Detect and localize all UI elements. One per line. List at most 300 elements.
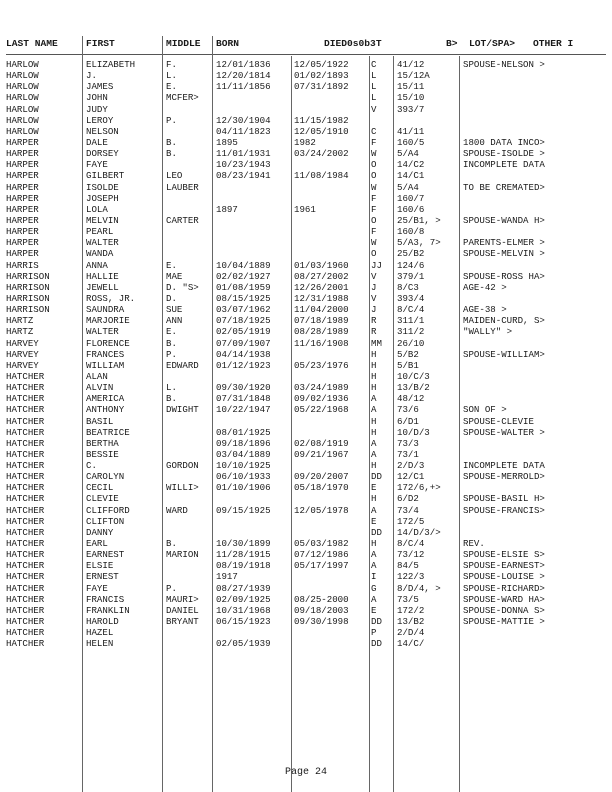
table-row bbox=[0, 471, 612, 482]
section-cell: E bbox=[371, 515, 377, 527]
lot-space-cell: 5/A4 bbox=[397, 148, 419, 160]
first-name-cell: FAYE bbox=[86, 159, 108, 171]
first-name-cell: BEATRICE bbox=[86, 426, 130, 438]
middle-name-cell: MCFER> bbox=[166, 92, 199, 104]
first-name-cell: WILLIAM bbox=[86, 359, 125, 371]
born-date-cell: 09/15/1925 bbox=[216, 504, 271, 516]
other-info-cell: TO BE CREMATED> bbox=[463, 181, 545, 193]
first-name-cell: MELVIN bbox=[86, 214, 119, 226]
middle-name-cell: BRYANT bbox=[166, 616, 199, 628]
section-cell: J bbox=[371, 304, 377, 316]
died-date-cell: 09/18/2003 bbox=[294, 604, 349, 616]
other-info-cell: SPOUSE-MATTIE > bbox=[463, 616, 545, 628]
section-cell: DD bbox=[371, 471, 382, 483]
first-name-cell: DANNY bbox=[86, 526, 114, 538]
table-row bbox=[0, 360, 612, 371]
header-last-name: LAST NAME bbox=[6, 38, 58, 49]
lot-space-cell: 73/12 bbox=[397, 549, 425, 561]
table-row bbox=[0, 170, 612, 181]
table-row bbox=[0, 59, 612, 70]
table-row bbox=[0, 293, 612, 304]
lot-space-cell: 6/D1 bbox=[397, 415, 419, 427]
born-date-cell: 09/18/1896 bbox=[216, 437, 271, 449]
born-date-cell: 11/11/1856 bbox=[216, 81, 271, 93]
last-name-cell: HATCHER bbox=[6, 393, 45, 405]
section-cell: C bbox=[371, 59, 377, 70]
section-cell: G bbox=[371, 582, 377, 594]
section-cell: F bbox=[371, 203, 377, 215]
last-name-cell: HARPER bbox=[6, 136, 39, 148]
section-cell: E bbox=[371, 604, 377, 616]
page-number: Page 24 bbox=[284, 767, 327, 778]
last-name-cell: HARLOW bbox=[6, 114, 39, 126]
first-name-cell: JUDY bbox=[86, 103, 108, 115]
table-row bbox=[0, 92, 612, 103]
first-name-cell: FRANCIS bbox=[86, 593, 125, 605]
died-date-cell: 09/20/2007 bbox=[294, 471, 349, 483]
last-name-cell: HATCHER bbox=[6, 504, 45, 516]
section-cell: R bbox=[371, 326, 377, 338]
table-row bbox=[0, 427, 612, 438]
lot-space-cell: 13/B2 bbox=[397, 616, 425, 628]
born-date-cell: 04/11/1823 bbox=[216, 125, 271, 137]
middle-name-cell: ANN bbox=[166, 315, 183, 327]
middle-name-cell: B. bbox=[166, 393, 177, 405]
first-name-cell: WANDA bbox=[86, 248, 114, 260]
table-row bbox=[0, 226, 612, 237]
born-date-cell: 02/05/1919 bbox=[216, 326, 271, 338]
first-name-cell: ALAN bbox=[86, 370, 108, 382]
first-name-cell: HELEN bbox=[86, 638, 114, 650]
lot-space-cell: 6/D2 bbox=[397, 493, 419, 505]
table-row bbox=[0, 237, 612, 248]
last-name-cell: HARPER bbox=[6, 192, 39, 204]
last-name-cell: HATCHER bbox=[6, 593, 45, 605]
born-date-cell: 03/04/1889 bbox=[216, 448, 271, 460]
born-date-cell: 08/19/1918 bbox=[216, 560, 271, 572]
born-date-cell: 1897 bbox=[216, 203, 238, 215]
other-info-cell: SON OF > bbox=[463, 404, 507, 416]
last-name-cell: HATCHER bbox=[6, 448, 45, 460]
header-born: BORN bbox=[216, 38, 240, 49]
lot-space-cell: 393/7 bbox=[397, 103, 425, 115]
first-name-cell: ALVIN bbox=[86, 382, 114, 394]
last-name-cell: HARTZ bbox=[6, 315, 34, 327]
middle-name-cell: DANIEL bbox=[166, 604, 199, 616]
lot-space-cell: 5/B2 bbox=[397, 348, 419, 360]
born-date-cell: 04/14/1938 bbox=[216, 348, 271, 360]
born-date-cell: 07/18/1925 bbox=[216, 315, 271, 327]
middle-name-cell: L. bbox=[166, 70, 177, 82]
first-name-cell: CLEVIE bbox=[86, 493, 119, 505]
lot-space-cell: 2/D/4 bbox=[397, 627, 425, 639]
other-info-cell: SPOUSE-DONNA S> bbox=[463, 604, 545, 616]
middle-name-cell: D. bbox=[166, 292, 177, 304]
first-name-cell: FAYE bbox=[86, 582, 108, 594]
middle-name-cell: CARTER bbox=[166, 214, 199, 226]
last-name-cell: HARLOW bbox=[6, 81, 39, 93]
died-date-cell: 11/08/1984 bbox=[294, 170, 349, 182]
lot-space-cell: 25/B1, > bbox=[397, 214, 441, 226]
first-name-cell: FRANCES bbox=[86, 348, 125, 360]
section-cell: A bbox=[371, 504, 377, 516]
died-date-cell: 08/28/1989 bbox=[294, 326, 349, 338]
last-name-cell: HATCHER bbox=[6, 549, 45, 561]
last-name-cell: HARLOW bbox=[6, 59, 39, 70]
first-name-cell: CAROLYN bbox=[86, 471, 125, 483]
other-info-cell: SPOUSE-WALTER > bbox=[463, 426, 545, 438]
table-row bbox=[0, 81, 612, 92]
last-name-cell: HARPER bbox=[6, 214, 39, 226]
died-date-cell: 05/22/1968 bbox=[294, 404, 349, 416]
section-cell: H bbox=[371, 538, 377, 550]
section-cell: A bbox=[371, 437, 377, 449]
lot-space-cell: 172/2 bbox=[397, 604, 425, 616]
other-info-cell: SPOUSE-MERROLD> bbox=[463, 471, 545, 483]
middle-name-cell: P. bbox=[166, 582, 177, 594]
died-date-cell: 09/02/1936 bbox=[294, 393, 349, 405]
last-name-cell: HATCHER bbox=[6, 616, 45, 628]
other-info-cell: SPOUSE-LOUISE > bbox=[463, 571, 545, 583]
born-date-cell: 11/28/1915 bbox=[216, 549, 271, 561]
lot-space-cell: 311/1 bbox=[397, 315, 425, 327]
other-info-cell: SPOUSE-RICHARD> bbox=[463, 582, 545, 594]
middle-name-cell: GORDON bbox=[166, 460, 199, 472]
died-date-cell: 12/05/1978 bbox=[294, 504, 349, 516]
born-date-cell: 10/04/1889 bbox=[216, 259, 271, 271]
last-name-cell: HARPER bbox=[6, 181, 39, 193]
section-cell: DD bbox=[371, 526, 382, 538]
other-info-cell: AGE-38 > bbox=[463, 304, 507, 316]
first-name-cell: ELSIE bbox=[86, 560, 114, 572]
other-info-cell: SPOUSE-MELVIN > bbox=[463, 248, 545, 260]
last-name-cell: HATCHER bbox=[6, 370, 45, 382]
died-date-cell: 08/25-2000 bbox=[294, 593, 349, 605]
lot-space-cell: 10/D/3 bbox=[397, 426, 430, 438]
died-date-cell: 05/18/1970 bbox=[294, 482, 349, 494]
table-row bbox=[0, 449, 612, 460]
middle-name-cell: B. bbox=[166, 538, 177, 550]
table-row bbox=[0, 516, 612, 527]
died-date-cell: 01/02/1893 bbox=[294, 70, 349, 82]
header-first: FIRST bbox=[86, 38, 115, 49]
died-date-cell: 03/24/2002 bbox=[294, 148, 349, 160]
table-row bbox=[0, 282, 612, 293]
middle-name-cell: P. bbox=[166, 114, 177, 126]
middle-name-cell: E. bbox=[166, 81, 177, 93]
first-name-cell: CECIL bbox=[86, 482, 114, 494]
last-name-cell: HATCHER bbox=[6, 471, 45, 483]
table-row bbox=[0, 271, 612, 282]
section-cell: H bbox=[371, 426, 377, 438]
section-cell: A bbox=[371, 560, 377, 572]
lot-space-cell: 5/B1 bbox=[397, 359, 419, 371]
lot-space-cell: 15/11 bbox=[397, 81, 425, 93]
section-cell: DD bbox=[371, 616, 382, 628]
other-info-cell: SPOUSE-EARNEST> bbox=[463, 560, 545, 572]
first-name-cell: HAZEL bbox=[86, 627, 114, 639]
lot-space-cell: 15/10 bbox=[397, 92, 425, 104]
lot-space-cell: 12/C1 bbox=[397, 471, 425, 483]
lot-space-cell: 73/5 bbox=[397, 593, 419, 605]
last-name-cell: HATCHER bbox=[6, 482, 45, 494]
died-date-cell: 05/23/1976 bbox=[294, 359, 349, 371]
died-date-cell: 11/04/2000 bbox=[294, 304, 349, 316]
lot-space-cell: 84/5 bbox=[397, 560, 419, 572]
table-row bbox=[0, 538, 612, 549]
last-name-cell: HARLOW bbox=[6, 70, 39, 82]
lot-space-cell: 124/6 bbox=[397, 259, 425, 271]
section-cell: W bbox=[371, 181, 377, 193]
header-lot: LOT/SPA> bbox=[469, 38, 516, 49]
last-name-cell: HARPER bbox=[6, 148, 39, 160]
last-name-cell: HATCHER bbox=[6, 415, 45, 427]
born-date-cell: 02/09/1925 bbox=[216, 593, 271, 605]
lot-space-cell: 5/A3, 7> bbox=[397, 237, 441, 249]
born-date-cell: 07/31/1848 bbox=[216, 393, 271, 405]
middle-name-cell: E. bbox=[166, 326, 177, 338]
table-row bbox=[0, 583, 612, 594]
lot-space-cell: 5/A4 bbox=[397, 181, 419, 193]
born-date-cell: 06/10/1933 bbox=[216, 471, 271, 483]
born-date-cell: 06/15/1923 bbox=[216, 616, 271, 628]
born-date-cell: 11/01/1931 bbox=[216, 148, 271, 160]
last-name-cell: HATCHER bbox=[6, 460, 45, 472]
first-name-cell: ISOLDE bbox=[86, 181, 119, 193]
table-row bbox=[0, 382, 612, 393]
last-name-cell: HATCHER bbox=[6, 426, 45, 438]
born-date-cell: 10/31/1968 bbox=[216, 604, 271, 616]
first-name-cell: NELSON bbox=[86, 125, 119, 137]
table-row bbox=[0, 182, 612, 193]
section-cell: H bbox=[371, 415, 377, 427]
born-date-cell: 12/20/1814 bbox=[216, 70, 271, 82]
born-date-cell: 12/01/1836 bbox=[216, 59, 271, 70]
section-cell: A bbox=[371, 393, 377, 405]
lot-space-cell: 172/5 bbox=[397, 515, 425, 527]
first-name-cell: C. bbox=[86, 460, 97, 472]
table-row bbox=[0, 416, 612, 427]
middle-name-cell: DWIGHT bbox=[166, 404, 199, 416]
last-name-cell: HATCHER bbox=[6, 404, 45, 416]
last-name-cell: HARPER bbox=[6, 170, 39, 182]
section-cell: L bbox=[371, 70, 377, 82]
section-cell: W bbox=[371, 237, 377, 249]
table-row bbox=[0, 159, 612, 170]
other-info-cell: SPOUSE-FRANCIS> bbox=[463, 504, 545, 516]
last-name-cell: HARVEY bbox=[6, 337, 39, 349]
section-cell: F bbox=[371, 136, 377, 148]
last-name-cell: HARLOW bbox=[6, 103, 39, 115]
table-row bbox=[0, 438, 612, 449]
died-date-cell: 03/24/1989 bbox=[294, 382, 349, 394]
section-cell: DD bbox=[371, 638, 382, 650]
born-date-cell: 03/07/1962 bbox=[216, 304, 271, 316]
header-rule bbox=[6, 54, 606, 55]
last-name-cell: HATCHER bbox=[6, 515, 45, 527]
lot-space-cell: 160/5 bbox=[397, 136, 425, 148]
lot-space-cell: 8/C/4 bbox=[397, 538, 425, 550]
table-row bbox=[0, 605, 612, 616]
first-name-cell: ANNA bbox=[86, 259, 108, 271]
died-date-cell: 07/12/1986 bbox=[294, 549, 349, 561]
last-name-cell: HATCHER bbox=[6, 627, 45, 639]
last-name-cell: HATCHER bbox=[6, 571, 45, 583]
table-row bbox=[0, 627, 612, 638]
section-cell: O bbox=[371, 248, 377, 260]
born-date-cell: 02/05/1939 bbox=[216, 638, 271, 650]
first-name-cell: SAUNDRA bbox=[86, 304, 125, 316]
lot-space-cell: 8/C3 bbox=[397, 281, 419, 293]
table-row bbox=[0, 371, 612, 382]
table-row bbox=[0, 460, 612, 471]
first-name-cell: JOSEPH bbox=[86, 192, 119, 204]
died-date-cell: 12/05/1922 bbox=[294, 59, 349, 70]
middle-name-cell: P. bbox=[166, 348, 177, 360]
lot-space-cell: 122/3 bbox=[397, 571, 425, 583]
other-info-cell: SPOUSE-WANDA H> bbox=[463, 214, 545, 226]
section-cell: L bbox=[371, 92, 377, 104]
first-name-cell: WALTER bbox=[86, 326, 119, 338]
section-cell: H bbox=[371, 460, 377, 472]
first-name-cell: WALTER bbox=[86, 237, 119, 249]
table-row bbox=[0, 594, 612, 605]
first-name-cell: EARNEST bbox=[86, 549, 125, 561]
section-cell: A bbox=[371, 549, 377, 561]
died-date-cell: 11/15/1982 bbox=[294, 114, 349, 126]
lot-space-cell: 2/D/3 bbox=[397, 460, 425, 472]
record-list bbox=[0, 59, 612, 649]
table-row bbox=[0, 326, 612, 337]
first-name-cell: JEWELL bbox=[86, 281, 119, 293]
section-cell: A bbox=[371, 593, 377, 605]
other-info-cell: "WALLY" > bbox=[463, 326, 513, 338]
last-name-cell: HARPER bbox=[6, 203, 39, 215]
other-info-cell: AGE-42 > bbox=[463, 281, 507, 293]
section-cell: A bbox=[371, 448, 377, 460]
last-name-cell: HARRISON bbox=[6, 281, 50, 293]
first-name-cell: EARL bbox=[86, 538, 108, 550]
lot-space-cell: 8/D/4, > bbox=[397, 582, 441, 594]
section-cell: E bbox=[371, 482, 377, 494]
died-date-cell: 09/21/1967 bbox=[294, 448, 349, 460]
died-date-cell: 1961 bbox=[294, 203, 316, 215]
other-info-cell: SPOUSE-NELSON > bbox=[463, 59, 545, 70]
born-date-cell: 12/30/1904 bbox=[216, 114, 271, 126]
first-name-cell: HAROLD bbox=[86, 616, 119, 628]
middle-name-cell: B. bbox=[166, 148, 177, 160]
first-name-cell: GILBERT bbox=[86, 170, 125, 182]
section-cell: H bbox=[371, 493, 377, 505]
section-cell: H bbox=[371, 348, 377, 360]
last-name-cell: HATCHER bbox=[6, 526, 45, 538]
middle-name-cell: MAE bbox=[166, 270, 183, 282]
last-name-cell: HATCHER bbox=[6, 493, 45, 505]
died-date-cell: 1982 bbox=[294, 136, 316, 148]
last-name-cell: HARTZ bbox=[6, 326, 34, 338]
table-row bbox=[0, 549, 612, 560]
last-name-cell: HARPER bbox=[6, 159, 39, 171]
table-row bbox=[0, 70, 612, 81]
table-row bbox=[0, 126, 612, 137]
section-cell: V bbox=[371, 292, 377, 304]
last-name-cell: HATCHER bbox=[6, 437, 45, 449]
other-info-cell: SPOUSE-WILLIAM> bbox=[463, 348, 545, 360]
first-name-cell: LOLA bbox=[86, 203, 108, 215]
lot-space-cell: 160/6 bbox=[397, 203, 425, 215]
last-name-cell: HARPER bbox=[6, 237, 39, 249]
lot-space-cell: 26/10 bbox=[397, 337, 425, 349]
middle-name-cell: B. bbox=[166, 337, 177, 349]
other-info-cell: INCOMPLETE DATA bbox=[463, 159, 545, 171]
born-date-cell: 1895 bbox=[216, 136, 238, 148]
first-name-cell: ELIZABETH bbox=[86, 59, 136, 70]
table-row bbox=[0, 349, 612, 360]
table-row bbox=[0, 215, 612, 226]
first-name-cell: DALE bbox=[86, 136, 108, 148]
table-row bbox=[0, 104, 612, 115]
section-cell: W bbox=[371, 148, 377, 160]
table-row bbox=[0, 137, 612, 148]
section-cell: H bbox=[371, 370, 377, 382]
first-name-cell: AMERICA bbox=[86, 393, 125, 405]
first-name-cell: JAMES bbox=[86, 81, 114, 93]
table-row bbox=[0, 527, 612, 538]
middle-name-cell: LAUBER bbox=[166, 181, 199, 193]
born-date-cell: 10/23/1943 bbox=[216, 159, 271, 171]
born-date-cell: 01/12/1923 bbox=[216, 359, 271, 371]
born-date-cell: 10/22/1947 bbox=[216, 404, 271, 416]
lot-space-cell: 393/4 bbox=[397, 292, 425, 304]
last-name-cell: HATCHER bbox=[6, 638, 45, 650]
lot-space-cell: 160/7 bbox=[397, 192, 425, 204]
section-cell: P bbox=[371, 627, 377, 639]
other-info-cell: SPOUSE-WARD HA> bbox=[463, 593, 545, 605]
died-date-cell: 11/16/1908 bbox=[294, 337, 349, 349]
section-cell: MM bbox=[371, 337, 382, 349]
table-row bbox=[0, 482, 612, 493]
first-name-cell: ERNEST bbox=[86, 571, 119, 583]
lot-space-cell: 14/D/3/> bbox=[397, 526, 441, 538]
table-row bbox=[0, 505, 612, 516]
section-cell: I bbox=[371, 571, 377, 583]
last-name-cell: HARRIS bbox=[6, 259, 39, 271]
born-date-cell: 01/08/1959 bbox=[216, 281, 271, 293]
born-date-cell: 10/30/1899 bbox=[216, 538, 271, 550]
died-date-cell: 12/26/2001 bbox=[294, 281, 349, 293]
middle-name-cell: LEO bbox=[166, 170, 183, 182]
table-row bbox=[0, 315, 612, 326]
died-date-cell: 09/30/1998 bbox=[294, 616, 349, 628]
lot-space-cell: 73/1 bbox=[397, 448, 419, 460]
born-date-cell: 1917 bbox=[216, 571, 238, 583]
last-name-cell: HATCHER bbox=[6, 582, 45, 594]
other-info-cell: PARENTS-ELMER > bbox=[463, 237, 545, 249]
other-info-cell: REV. bbox=[463, 538, 485, 550]
first-name-cell: ROSS, JR. bbox=[86, 292, 136, 304]
lot-space-cell: 15/12A bbox=[397, 70, 430, 82]
other-info-cell: SPOUSE-BASIL H> bbox=[463, 493, 545, 505]
header-b: B> bbox=[446, 38, 458, 49]
born-date-cell: 10/10/1925 bbox=[216, 460, 271, 472]
table-row bbox=[0, 148, 612, 159]
lot-space-cell: 172/6,+> bbox=[397, 482, 441, 494]
last-name-cell: HARVEY bbox=[6, 359, 39, 371]
middle-name-cell: MAURI> bbox=[166, 593, 199, 605]
other-info-cell: SPOUSE-ELSIE S> bbox=[463, 549, 545, 561]
table-row bbox=[0, 616, 612, 627]
born-date-cell: 09/30/1920 bbox=[216, 382, 271, 394]
